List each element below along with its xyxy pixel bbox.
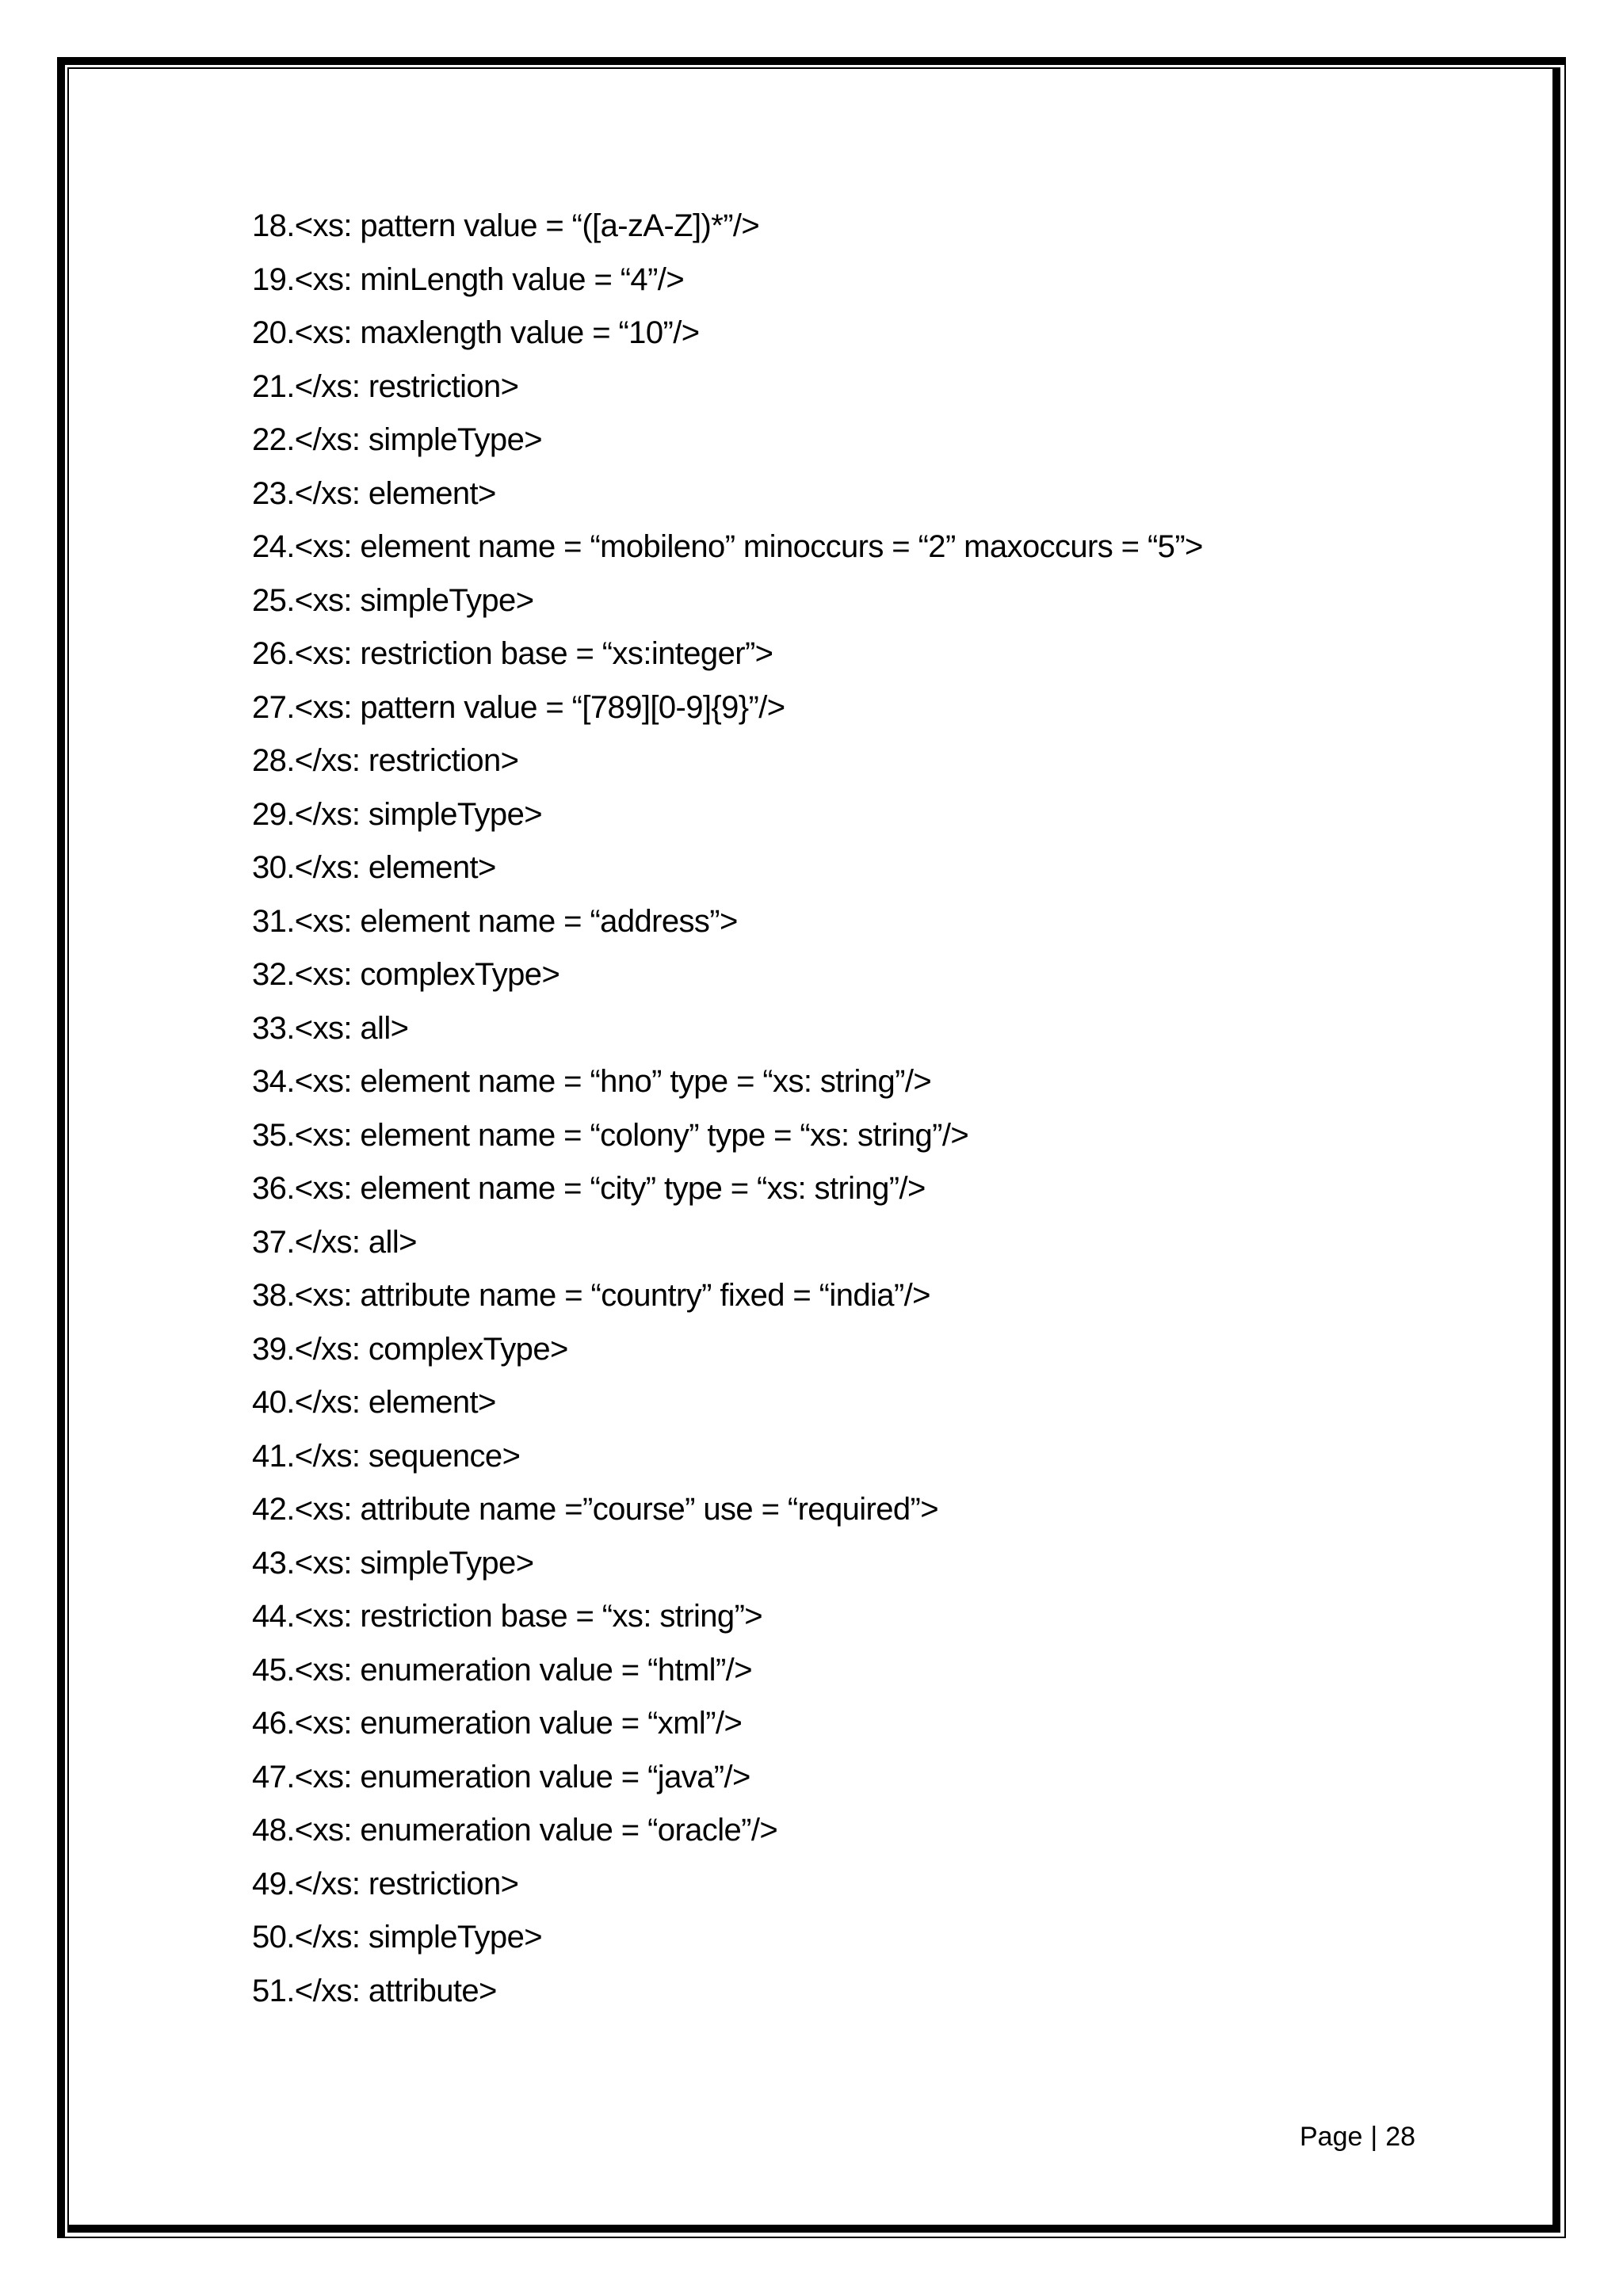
code-line: 26.<xs: restriction base = “xs:integer”>: [252, 636, 773, 671]
code-line: 23.</xs: element>: [252, 475, 496, 511]
code-line: 49.</xs: restriction>: [252, 1866, 519, 1901]
code-line: 41.</xs: sequence>: [252, 1438, 521, 1474]
code-line: 19.<xs: minLength value = “4”/>: [252, 261, 685, 297]
page-number: 28: [1385, 2122, 1416, 2152]
code-line: 22.</xs: simpleType>: [252, 422, 542, 457]
code-line: 24.<xs: element name = “mobileno” minoccurs = “2” maxoccurs = “5”>: [252, 529, 1203, 564]
code-line: 36.<xs: element name = “city” type = “xs: string”/>: [252, 1171, 926, 1206]
page-label: Page: [1300, 2122, 1363, 2152]
code-line: 47.<xs: enumeration value = “java”/>: [252, 1759, 750, 1794]
code-line: 25.<xs: simpleType>: [252, 582, 534, 618]
code-line: 31.<xs: element name = “address”>: [252, 903, 738, 939]
code-line: 29.</xs: simpleType>: [252, 796, 542, 832]
page-footer: [1300, 2121, 1415, 2153]
code-line: 46.<xs: enumeration value = “xml”/>: [252, 1706, 743, 1741]
code-line: 35.<xs: element name = “colony” type = “xs: string”/>: [252, 1117, 969, 1153]
code-line: 28.</xs: restriction>: [252, 743, 519, 778]
xsd-code-listing: [252, 200, 1203, 2018]
code-line: 21.</xs: restriction>: [252, 368, 519, 404]
code-line: 37.</xs: all>: [252, 1224, 417, 1260]
code-line: 51.</xs: attribute>: [252, 1973, 497, 2008]
code-line: 50.</xs: simpleType>: [252, 1920, 542, 1955]
code-line: 18.<xs: pattern value = “([a-zA-Z])*”/>: [252, 208, 760, 243]
code-line: 34.<xs: element name = “hno” type = “xs: string”/>: [252, 1064, 932, 1099]
code-line: 44.<xs: restriction base = “xs: string”>: [252, 1599, 763, 1634]
code-line: 38.<xs: attribute name = “country” fixed = “india”/>: [252, 1278, 930, 1313]
code-line: 32.<xs: complexType>: [252, 957, 560, 992]
code-line: 48.<xs: enumeration value = “oracle”/>: [252, 1813, 778, 1848]
code-line: 27.<xs: pattern value = “[789][0-9]{9}”/>: [252, 689, 785, 725]
code-line: 45.<xs: enumeration value = “html”/>: [252, 1652, 752, 1688]
code-line: 39.</xs: complexType>: [252, 1331, 568, 1367]
page-separator: |: [1370, 2122, 1378, 2152]
code-line: 20.<xs: maxlength value = “10”/>: [252, 315, 700, 350]
code-line: 30.</xs: element>: [252, 850, 496, 885]
code-line: 33.<xs: all>: [252, 1010, 409, 1046]
code-line: 42.<xs: attribute name =”course” use = “required”>: [252, 1492, 939, 1527]
code-line: 43.<xs: simpleType>: [252, 1545, 534, 1581]
code-line: 40.</xs: element>: [252, 1385, 496, 1420]
